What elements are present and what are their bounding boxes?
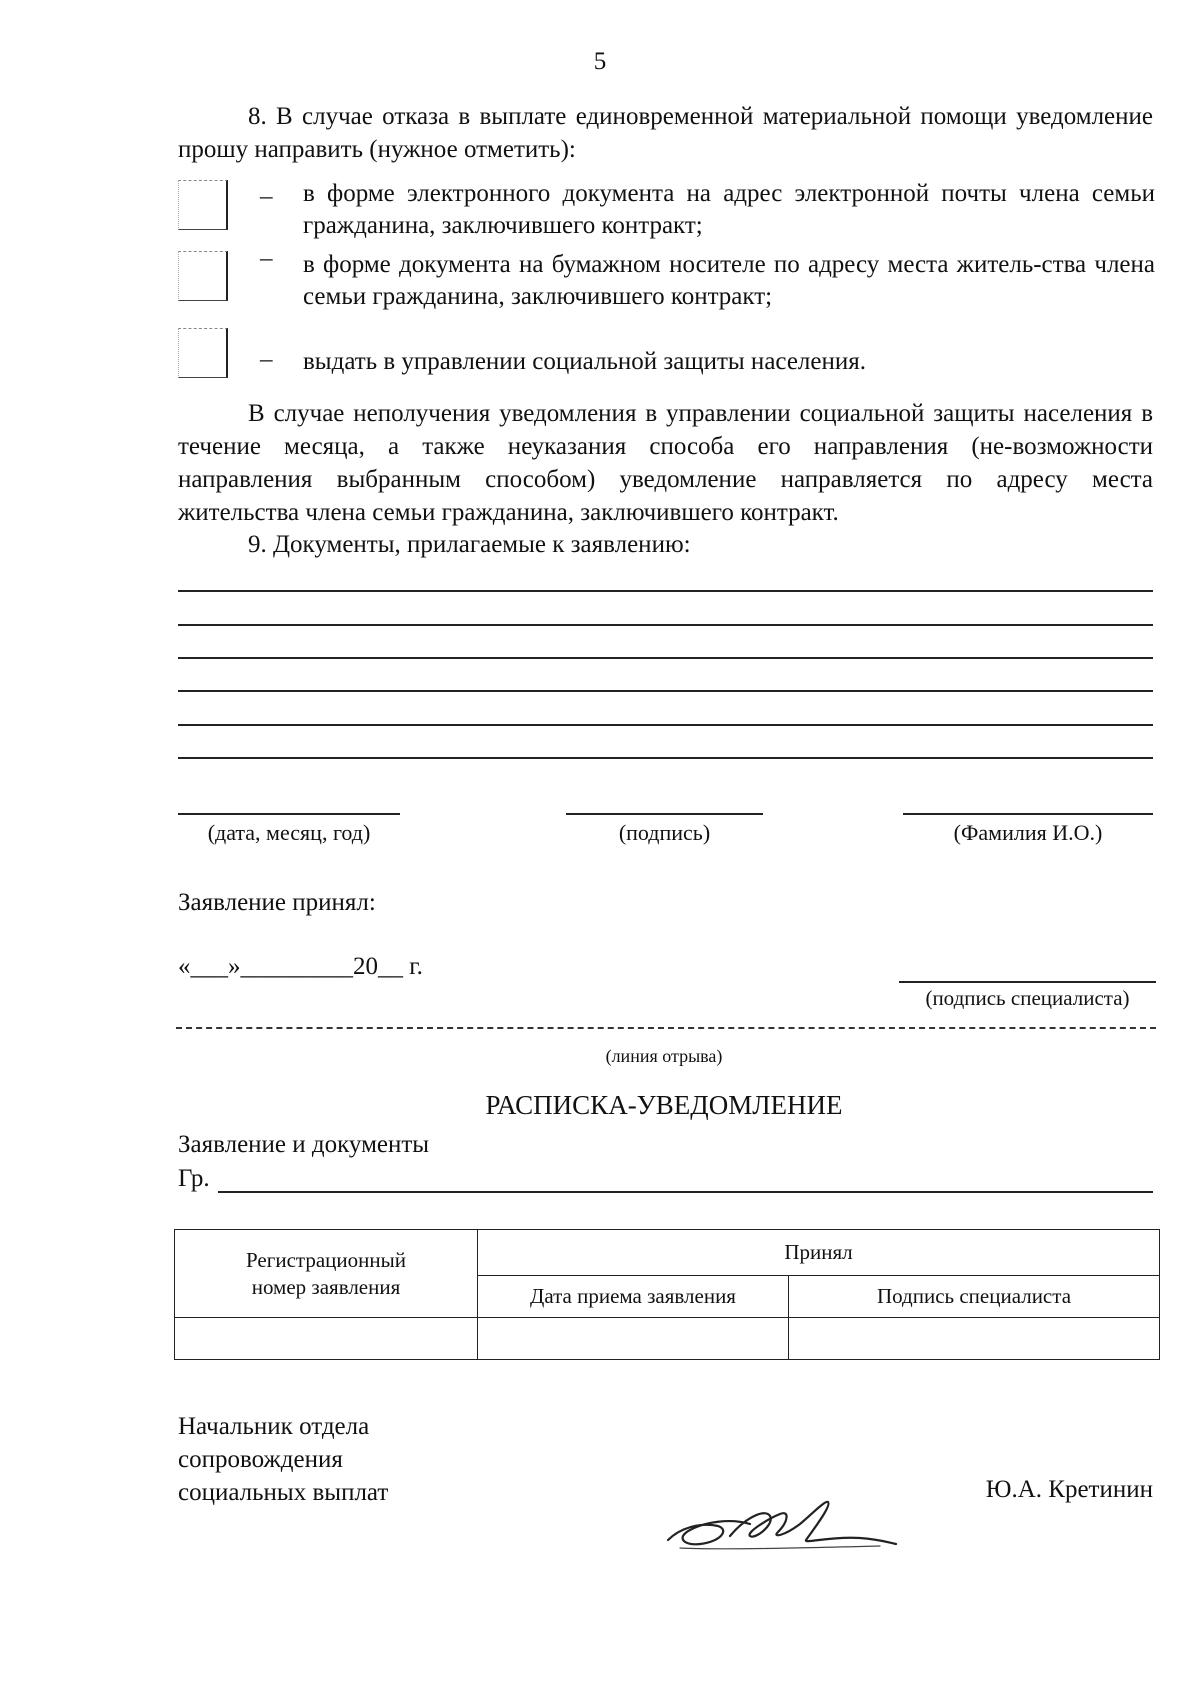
checkbox-email[interactable] (178, 180, 228, 230)
checkbox-paper[interactable] (178, 251, 228, 301)
receipt-name-line (218, 1191, 1153, 1193)
documents-line (178, 724, 1153, 726)
option-dash: _ (260, 174, 273, 201)
receipt-title: РАСПИСКА-УВЕДОМЛЕНИЕ (485, 1090, 843, 1120)
footer-position-line: социальных выплат (178, 1479, 389, 1506)
date-caption: (дата, месяц, год) (207, 820, 371, 845)
option-paper[interactable] (178, 245, 1158, 310)
option-email[interactable] (178, 174, 1158, 239)
tear-line-caption: (линия отрыва) (605, 1046, 723, 1066)
accepted-group-header: Принял (478, 1230, 1160, 1276)
documents-line (178, 624, 1153, 626)
footer-position-line: сопровождения (178, 1446, 343, 1473)
footer-position (178, 1410, 388, 1509)
name-line (903, 813, 1153, 815)
documents-line (178, 657, 1153, 659)
specialist-signature-line (899, 981, 1156, 983)
receipt-line1: Заявление и документы (178, 1131, 430, 1158)
specialist-signature-header: Подпись специалиста (789, 1276, 1160, 1318)
receipt-line2: Гр. (178, 1165, 210, 1192)
date-line (178, 813, 400, 815)
registration-table (174, 1229, 1160, 1360)
date-received-cell[interactable] (478, 1318, 789, 1360)
documents-line (178, 590, 1153, 592)
registration-number-header-text: Регистрационный номер заявления (246, 1247, 406, 1299)
signer-name: Ю.А. Кретинин (985, 1476, 1153, 1503)
option-office[interactable] (178, 328, 1158, 388)
name-caption: (Фамилия И.О.) (953, 820, 1103, 845)
footer-position-line: Начальник отдела (178, 1413, 370, 1440)
specialist-signature-cell[interactable] (789, 1318, 1160, 1360)
page-number: 5 (593, 48, 607, 75)
checkbox-office[interactable] (178, 328, 228, 378)
option-dash: – (260, 245, 273, 272)
date-received-header: Дата приема заявления (478, 1276, 789, 1318)
option-email-text: в форме электронного документа на адрес электронной почты члена семьи гражданина, заключившего контракт; (303, 180, 1155, 239)
handwritten-signature (660, 1478, 900, 1568)
signature-caption: (подпись) (618, 820, 711, 845)
option-office-text: выдать в управлении социальной защиты населения. (303, 348, 866, 375)
documents-line (178, 690, 1153, 692)
documents-line (178, 757, 1153, 759)
specialist-signature-caption: (подпись специалиста) (925, 986, 1130, 1010)
option-paper-text: в форме документа на бумажном носителе по адресу места житель-ства члена семьи гражданина, заключившего контракт; (303, 251, 1155, 310)
section8-note: В случае неполучения уведомления в управлении социальной защиты населения в течение месяца, а также неуказания способа его направления (не-возможности направления выбранным способом) уведомление направляется по адресу места жительства члена семьи гражданина, заключившего контракт. (178, 400, 1153, 526)
registration-number-header (175, 1230, 478, 1318)
option-dash: – (260, 346, 273, 373)
accepted-date: «___»_________20__ г. (178, 953, 423, 980)
section9-title: 9. Документы, прилагаемые к заявлению: (248, 531, 691, 558)
accepted-label: Заявление принял: (178, 889, 376, 916)
tear-line (176, 1027, 1156, 1029)
signature-line (566, 813, 763, 815)
registration-number-cell[interactable] (175, 1318, 478, 1360)
section8-intro: 8. В случае отказа в выплате единовременной материальной помощи уведомление прошу направить (нужное отметить): (178, 103, 1153, 163)
